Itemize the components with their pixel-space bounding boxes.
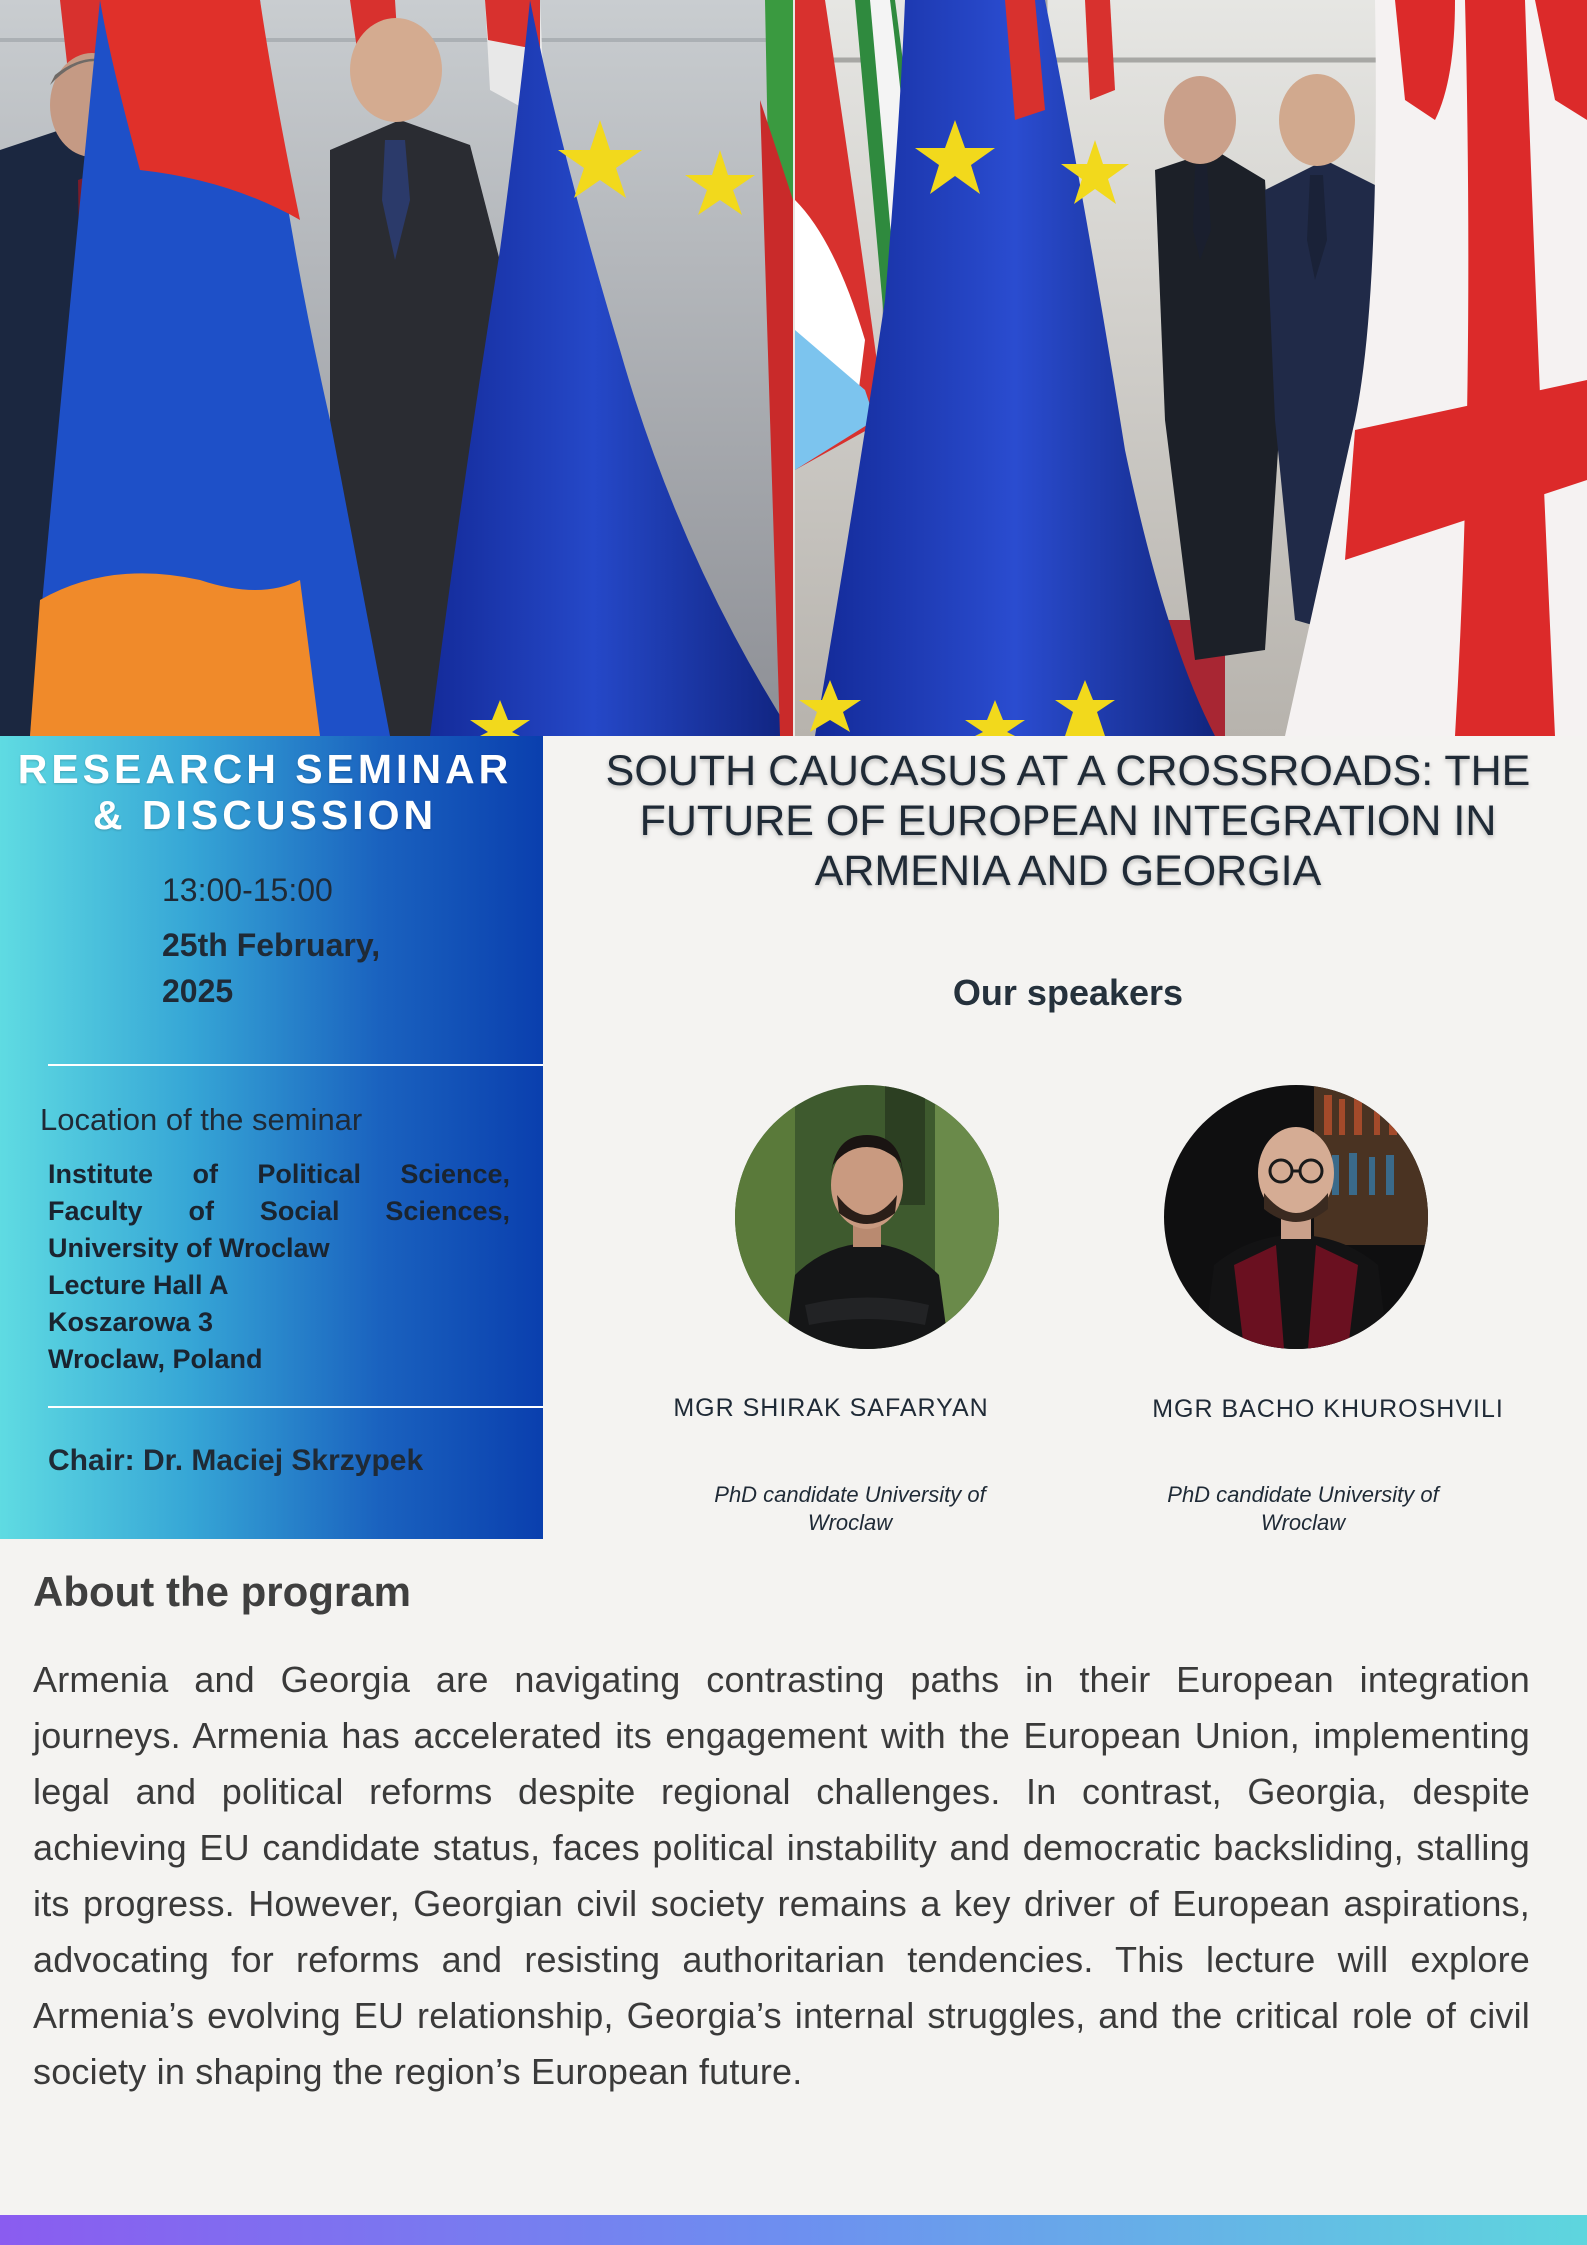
speaker-name: MGR SHIRAK SAFARYAN bbox=[673, 1394, 989, 1422]
speaker-name: MGR BACHO KHUROSHVILI bbox=[1152, 1395, 1504, 1423]
address-line: Lecture Hall A bbox=[48, 1270, 229, 1300]
seminar-type-heading: RESEARCH SEMINAR & DISCUSSION bbox=[17, 746, 513, 838]
speaker-role: PhD candidate University of Wroclaw bbox=[1167, 1482, 1439, 1535]
seminar-time: 13:00-15:00 bbox=[162, 872, 333, 908]
divider-line bbox=[48, 1064, 543, 1066]
seminar-chair: Chair: Dr. Maciej Skrzypek bbox=[48, 1444, 424, 1477]
location-label: Location of the seminar bbox=[40, 1102, 363, 1137]
seminar-date: 25th February, 2025 bbox=[162, 927, 381, 1009]
seminar-info-panel bbox=[0, 736, 543, 1539]
speakers-heading: Our speakers bbox=[952, 972, 1184, 1013]
address-line: University of Wroclaw bbox=[48, 1233, 330, 1263]
address-line: Faculty of Social Sciences, bbox=[48, 1196, 510, 1226]
hero-photo-left-illustration bbox=[0, 0, 793, 736]
speaker-avatar bbox=[735, 1085, 999, 1349]
hero-photo-left bbox=[0, 0, 793, 736]
divider-line bbox=[48, 1406, 543, 1408]
speaker-avatar bbox=[1164, 1085, 1428, 1349]
about-text: Armenia and Georgia are navigating contrasting paths in their European integration journeys. Armenia has accelerated its engagement with the European Union, implementing legal and political reforms despite regional challenges. In contrast, Georgia, despite achieving EU candidate status, faces political instability and democratic backsliding, stalling its progress. However, Georgian civil society remains a key driver of European aspirations, advocating for reforms and resisting authoritarian tendencies. This lecture will explore Armenia’s evolving EU relationship, Georgia’s internal struggles, and the critical role of civil society in shaping the region’s European future. bbox=[33, 1659, 1530, 2092]
about-heading: About the program bbox=[33, 1568, 411, 1615]
speaker-avatar-illustration bbox=[735, 1085, 999, 1349]
footer-gradient-bar bbox=[0, 2215, 1587, 2245]
location-address bbox=[48, 1156, 510, 1378]
address-line: Wroclaw, Poland bbox=[48, 1344, 263, 1374]
hero-photo-right-illustration bbox=[795, 0, 1587, 736]
event-title: SOUTH CAUCASUS AT A CROSSROADS: THE FUTURE OF EUROPEAN INTEGRATION IN ARMENIA AND GEORGIA bbox=[605, 747, 1531, 895]
address-line: Institute of Political Science, bbox=[48, 1159, 510, 1189]
speaker-role: PhD candidate University of Wroclaw bbox=[714, 1482, 986, 1535]
hero-photo-right bbox=[795, 0, 1587, 736]
address-line: Koszarowa 3 bbox=[48, 1307, 214, 1337]
speaker-avatar-illustration bbox=[1164, 1085, 1428, 1349]
